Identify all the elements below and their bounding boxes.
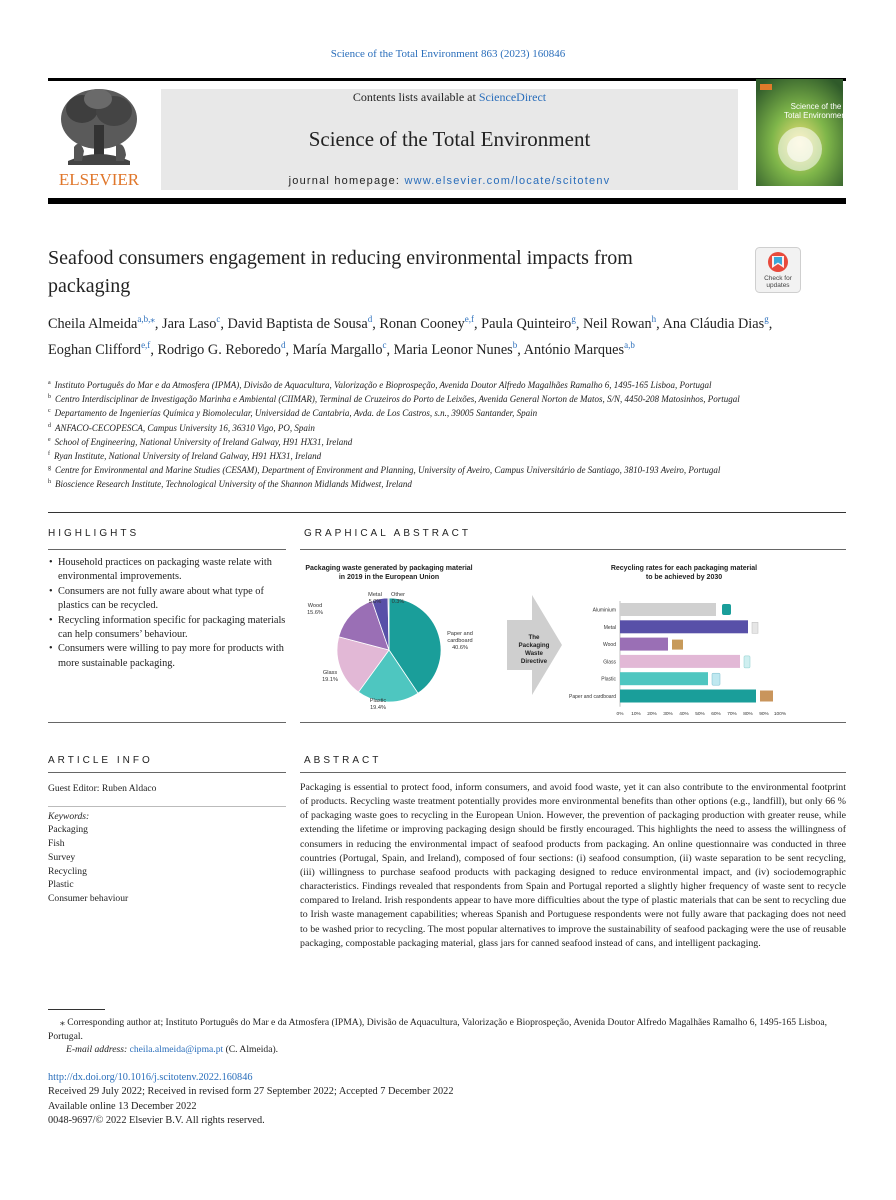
affiliation-key: a <box>48 380 51 386</box>
bar <box>620 638 668 651</box>
running-head[interactable]: Science of the Total Environment 863 (2023) 160846 <box>330 48 566 60</box>
affiliation-key: e <box>48 436 51 443</box>
bar-chart-title: to be achieved by 2030 <box>645 574 723 581</box>
keywords-label: Keywords: <box>48 810 90 822</box>
author-separator: , <box>575 315 583 332</box>
author-name[interactable]: Ronan Cooney <box>379 315 465 332</box>
article-info <box>48 782 286 906</box>
author-separator: , <box>154 315 162 332</box>
keyword[interactable]: Consumer behaviour <box>48 892 129 904</box>
graphical-abstract-heading: GRAPHICAL ABSTRACT <box>304 528 471 539</box>
article-info-separator <box>48 806 286 807</box>
publication-info <box>48 1071 648 1128</box>
bar-axis-tick: 60% <box>711 711 721 717</box>
pie-slice-label: cardboard <box>447 638 473 644</box>
affiliation <box>48 434 818 448</box>
pie-slice-label: Plastic <box>369 698 387 704</box>
author-separator: , <box>656 315 663 332</box>
pie-slice-value: 0.3% <box>391 599 405 605</box>
bar-category-label: Paper and cardboard <box>569 694 616 700</box>
homepage-prefix: journal homepage: <box>288 175 401 187</box>
author-separator: , <box>768 315 773 332</box>
author-separator: , <box>372 315 380 332</box>
footnote-marker: ⁎ <box>60 1017 65 1028</box>
email-label: E-mail address: <box>66 1044 128 1055</box>
cover-title-line2: Total Environment <box>783 111 843 120</box>
footnote-rule <box>48 1009 105 1010</box>
journal-cover-image <box>756 79 843 186</box>
affiliation-key: c <box>48 408 51 415</box>
bar <box>620 672 708 685</box>
section-rule <box>48 512 846 513</box>
bar-category-label: Glass <box>603 659 616 666</box>
author-separator: , <box>150 341 158 358</box>
highlight-item: • Household practices on packaging waste relate with environmental improvements. <box>48 556 286 585</box>
affiliation <box>48 405 818 419</box>
author-separator: , <box>474 315 482 332</box>
guest-editor: Guest Editor: Ruben Aldaco <box>48 783 157 794</box>
affiliation <box>48 462 818 476</box>
footnote-text: Corresponding author at; Instituto Português do Mar e da Atmosfera (IPMA), Divisão de Aquacultura, Valorização e Bioprospeção, Avenida Doutor Alfredo Magalhães Ramalho 6, 1495-165 Lisboa, Portugal. <box>48 1017 827 1042</box>
pie-slice-value: 15.6% <box>307 610 323 616</box>
bar-axis-tick: 80% <box>743 711 753 717</box>
affiliation-key: d <box>48 422 51 429</box>
bar-axis-tick: 10% <box>631 711 641 717</box>
email-link[interactable]: cheila.almeida@ipma.pt <box>129 1044 224 1055</box>
pie-slice-label: Metal <box>368 592 382 598</box>
bar-category-label: Aluminium <box>592 607 616 614</box>
homepage-link[interactable]: www.elsevier.com/locate/scitotenv <box>404 175 611 187</box>
graphical-abstract-box <box>300 549 846 723</box>
affiliation-key: g <box>48 465 51 472</box>
sciencedirect-link[interactable]: ScienceDirect <box>478 90 547 104</box>
cardboard-box-icon <box>760 691 773 702</box>
bar-axis-tick: 20% <box>647 711 657 717</box>
author-affiliation-marker[interactable]: h <box>651 314 657 324</box>
journal-title: Science of the Total Environment <box>308 127 591 151</box>
pie-slice-label: Glass <box>322 670 338 676</box>
affiliation-text: Centre for Environmental and Marine Studies (CESAM), Department of Environment and Planning, University of Aveiro, Campus Universitário de Santiago, 3810-193 Aveiro, Portugal <box>55 465 721 476</box>
keyword[interactable]: Recycling <box>48 865 87 877</box>
author-affiliation-marker[interactable]: a,b <box>624 339 635 350</box>
author-affiliation-marker[interactable]: g <box>571 314 576 324</box>
email-suffix: (C. Almeida). <box>225 1044 279 1055</box>
header-bottom-rule <box>48 198 846 204</box>
pie-slice-label: Wood <box>307 603 323 609</box>
author-separator: , <box>220 315 228 332</box>
copyright: 0048-9697/© 2022 Elsevier B.V. All rights reserved. <box>48 1114 265 1126</box>
affiliation-text: Instituto Português do Mar e da Atmosfera (IPMA), Divisão de Aquacultura, Valorização e Bioprospeção, Avenida Doutor Alfredo Magalhães Ramalho 6, 1495-165 Lisboa, Portugal <box>54 380 712 390</box>
header-top-rule <box>48 78 846 81</box>
journal-cover[interactable] <box>756 79 843 186</box>
author-affiliation-marker[interactable]: b <box>512 339 518 350</box>
bar <box>620 603 716 616</box>
author-separator: , <box>285 341 293 358</box>
bar-axis-tick: 50% <box>695 711 705 717</box>
bar-category-label: Plastic <box>601 676 616 683</box>
contents-prefix: Contents lists available at <box>352 90 476 104</box>
pie-slice-value: 19.4% <box>370 705 386 711</box>
elsevier-logo <box>48 85 150 190</box>
keyword[interactable]: Packaging <box>48 824 88 836</box>
keyword[interactable]: Survey <box>48 851 76 863</box>
affiliation <box>48 420 818 434</box>
crossmark-label-1: Check for <box>764 275 792 282</box>
affiliation-text: Departamento de Ingenierías Química y Biomolecular, Universidad de Cantabria, Avda. de Los Castros, s.n., 39005 Santander, Spain <box>54 408 538 419</box>
bar <box>620 655 740 668</box>
article-info-heading: ARTICLE INFO <box>48 755 153 766</box>
directive-arrow-label: Waste <box>525 650 543 657</box>
directive-arrow-label: Directive <box>520 658 548 665</box>
highlight-item: • Consumers are not fully aware about what type of plastics can be recycled. <box>48 585 286 614</box>
author-name[interactable]: David Baptista de Sousa <box>227 315 368 332</box>
affiliation-text: Ryan Institute, National University of Ireland Galway, H91 HX31, Ireland <box>54 451 322 462</box>
highlight-item: • Recycling information specific for packaging materials can help consumers’ behaviour. <box>48 614 286 643</box>
bar-axis-tick: 0% <box>616 711 624 717</box>
tin-icon <box>752 622 758 633</box>
author-affiliation-marker[interactable]: a,b,⁎ <box>137 314 155 324</box>
pie-slice-label: Other <box>391 592 405 598</box>
abstract-rule <box>300 772 846 773</box>
glass-jar-icon <box>744 656 750 668</box>
contents-line <box>161 90 738 105</box>
pie-chart-title: Packaging waste generated by packaging material <box>305 565 473 572</box>
bar-category-label: Wood <box>603 642 616 649</box>
pie-chart-title: in 2019 in the European Union <box>338 574 440 581</box>
author-name[interactable]: António Marques <box>523 341 625 358</box>
wood-crate-icon <box>672 640 683 650</box>
affiliation-key: f <box>48 451 50 458</box>
bar <box>620 620 748 633</box>
directive-arrow-label: Packaging <box>518 642 550 649</box>
pie-slice-value: 5.0% <box>368 599 382 605</box>
keyword-list <box>48 823 286 905</box>
abstract-text: Packaging is essential to protect food, inform consumers, and avoid food waste, yet it can also contribute to the environmental footprint of products. Recycling waste treatment potentially provides more environmental benefits than other options (e.g., landfill), but only 66 % of packaging waste goes to recycling in the European Union. However, the prevention of packaging production with greater reuse, while extending the lifetime or improving packaging design should be firstly encouraged. This highlights the need to assess the willingness of consumers in reducing the environmental impact of seafood products from packaging. An online questionnaire was conducted in three countries (Portugal, Spain, and Ireland), composed of four sections: (i) seafood consumption, (ii) waste separation to be sent recycling, (iii) willingness to purchase seafood products with packaging designed to reduce environmental impact, and (iv) sociodemographic characteristics. Findings revealed that respondents from Spain and Portugal reported a slightly higher frequency of waste sent to recycle compared to Ireland. Irish respondents appear to have more difficulties about the type of plastic materials that can be sent to recycling due to Irish waste management capabilities; whereas Spanish and Portuguese respondents were not fully aware that packaging does not need to be washed prior to recycling. The most popular alternatives to improve the sustainability of seafood packaging were the use of reusable packaging, compostable packaging material, glass jars for canned seafood instead of cans, and intelligent packaging. <box>300 782 846 949</box>
author-name[interactable]: Neil Rowan <box>582 315 652 332</box>
author-list <box>48 309 818 361</box>
highlight-item: • Consumers were willing to pay more for products with more sustainable packaging. <box>48 642 286 671</box>
bar-chart-title: Recycling rates for each packaging material <box>610 565 758 572</box>
publisher-name: ELSEVIER <box>58 170 140 189</box>
author-affiliation-marker[interactable]: d <box>280 339 286 350</box>
bar-axis-tick: 40% <box>679 711 689 717</box>
bar-axis-tick: 100% <box>773 711 787 717</box>
doi-link[interactable]: http://dx.doi.org/10.1016/j.scitotenv.2022.160846 <box>48 1072 253 1083</box>
journal-homepage <box>161 175 738 187</box>
abstract-heading: ABSTRACT <box>304 755 382 766</box>
author-separator: , <box>386 341 394 358</box>
affiliation <box>48 377 818 391</box>
crossmark-label-2: updates <box>766 282 790 289</box>
author-affiliation-marker[interactable]: c <box>382 339 387 350</box>
keyword[interactable]: Fish <box>48 838 65 850</box>
pie-slice-value: 19.1% <box>322 677 338 683</box>
author-name[interactable]: Jara Laso <box>162 315 217 332</box>
author-affiliation-marker[interactable]: e,f <box>464 314 475 324</box>
corresponding-author-footnote <box>48 1016 846 1057</box>
affiliation-text: School of Engineering, National University of Ireland Galway, H91 HX31, Ireland <box>54 436 353 447</box>
author-separator: , <box>517 341 524 358</box>
bar <box>620 690 756 703</box>
author-name[interactable]: Ana Cláudia Dias <box>662 315 765 332</box>
author-name[interactable]: Cheila Almeida <box>48 315 138 332</box>
author-name[interactable]: Eoghan Clifford <box>48 341 142 358</box>
affiliation-key: b <box>48 394 51 401</box>
author-affiliation-marker[interactable]: d <box>367 314 373 324</box>
author-affiliation-marker[interactable]: g <box>764 314 769 324</box>
bar-axis-tick: 30% <box>663 711 673 717</box>
article-title: Seafood consumers engagement in reducing environmental impacts from packaging <box>48 247 633 297</box>
received-dates: Received 29 July 2022; Received in revised form 27 September 2022; Accepted 7 December 2022 <box>48 1086 454 1098</box>
author-affiliation-marker[interactable]: e,f <box>141 339 151 350</box>
pie-slice-label: Paper and <box>447 631 473 637</box>
affiliation <box>48 476 818 490</box>
affiliation-text: Bioscience Research Institute, Technological University of the Shannon Midlands Midwest, Ireland <box>55 479 412 490</box>
graphical-abstract-figure <box>300 550 846 720</box>
affiliation-text: Centro Interdisciplinar de Investigação Marinha e Ambiental (CIIMAR), Terminal de Cruzeiros do Porto de Leixões, Avenida General Norton de Matos, S/N, 4450-208 Matosinhos, Portugal <box>55 394 740 405</box>
affiliation-list <box>48 377 818 491</box>
crossmark-icon <box>755 247 801 293</box>
highlights-list <box>48 550 286 671</box>
author-name[interactable]: Paula Quinteiro <box>481 315 572 332</box>
can-icon <box>722 604 731 615</box>
check-for-updates-button[interactable] <box>755 247 801 293</box>
elsevier-tree-icon <box>48 85 150 190</box>
highlights-box <box>48 549 286 723</box>
available-online: Available online 13 December 2022 <box>48 1100 197 1112</box>
keyword[interactable]: Plastic <box>48 879 74 891</box>
highlights-heading: HIGHLIGHTS <box>48 528 140 539</box>
affiliation <box>48 391 818 405</box>
directive-arrow-label: The <box>528 634 540 641</box>
affiliation <box>48 448 818 462</box>
cover-title-line1: Science of the <box>790 102 842 111</box>
plastic-bottle-icon <box>712 673 720 685</box>
author-name[interactable]: María Margallo <box>292 341 383 358</box>
affiliation-text: ANFACO-CECOPESCA, Campus University 16, 36310 Vigo, PO, Spain <box>55 422 315 433</box>
affiliation-key: h <box>48 479 51 486</box>
pie-slice-value: 40.6% <box>452 645 468 651</box>
author-name[interactable]: Maria Leonor Nunes <box>393 341 513 358</box>
bar-axis-tick: 90% <box>759 711 769 717</box>
author-affiliation-marker[interactable]: c <box>216 314 221 324</box>
bar-axis-tick: 70% <box>727 711 737 717</box>
bar-category-label: Metal <box>603 624 616 631</box>
article-info-rule <box>48 772 286 773</box>
author-name[interactable]: Rodrigo G. Reboredo <box>157 341 281 358</box>
